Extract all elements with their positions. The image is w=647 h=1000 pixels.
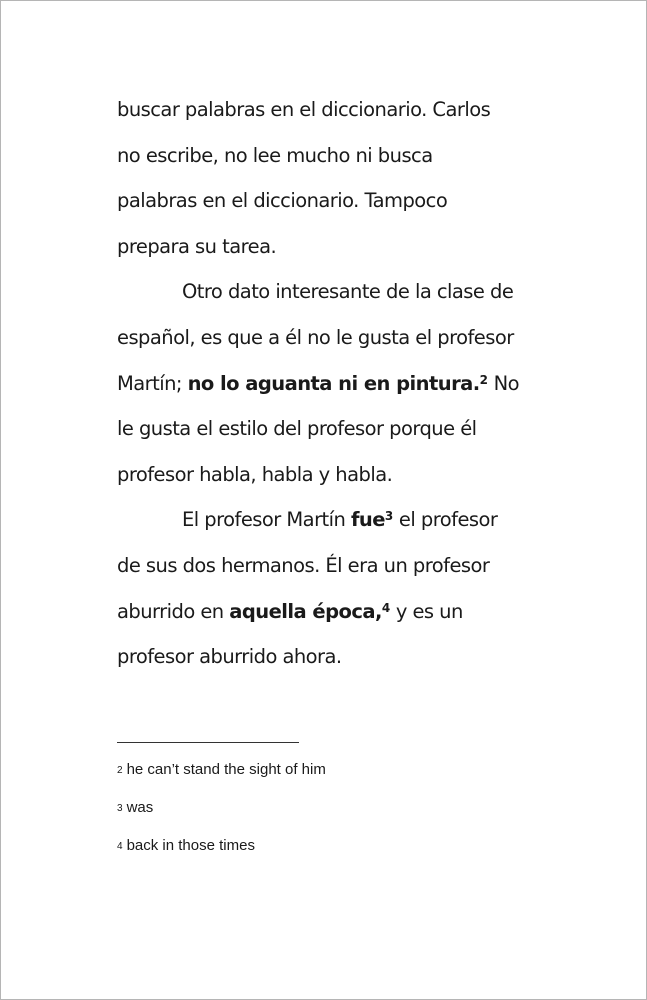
text-line (117, 589, 527, 635)
text-segment: No (487, 371, 520, 395)
footnote-text: was (126, 799, 154, 816)
footnote-marker: 2 (479, 372, 488, 387)
text-line (117, 497, 527, 543)
footnote-marker: 4 (381, 600, 391, 615)
text-line: palabras en el diccionario. Tampoco (117, 189, 448, 213)
text-line: no escribe, no lee mucho ni busca (117, 143, 433, 167)
footnote-number: 2 (117, 765, 123, 776)
footnote-text: back in those times (126, 837, 255, 854)
text-line: le gusta el estilo del profesor porque él (117, 417, 477, 441)
footnote-item (117, 834, 517, 858)
footnote-marker: 3 (384, 509, 394, 524)
footnote-divider (117, 742, 299, 743)
text-line: buscar palabras en el diccionario. Carlos (117, 98, 491, 121)
text-line: español, es que a él no le gusta el profesor (117, 325, 514, 349)
footnote-text: he can’t stand the sight of him (126, 761, 326, 778)
footnote-item (117, 796, 517, 820)
text-segment: el profesor (393, 508, 498, 532)
glossed-phrase: fue (350, 508, 385, 532)
text-segment: Martín; (117, 371, 188, 395)
text-line: profesor habla, habla y habla. (117, 462, 393, 486)
footnote-number: 3 (117, 803, 123, 814)
text-line: de sus dos hermanos. Él era un profesor (117, 553, 490, 577)
text-segment: y es un (390, 599, 463, 623)
footnotes (117, 758, 517, 872)
text-segment: El profesor Martín (182, 508, 351, 532)
footnote-number: 4 (117, 841, 123, 852)
footnote-item (117, 758, 517, 782)
text-line: profesor aburrido ahora. (117, 645, 342, 669)
body-text (117, 87, 527, 680)
text-line: prepara su tarea. (117, 234, 277, 258)
text-line: Otro dato interesante de la clase de (182, 280, 514, 304)
glossed-phrase: aquella época, (229, 599, 382, 623)
text-segment: aburrido en (117, 599, 230, 623)
glossed-phrase: no lo aguanta ni en pintura. (187, 371, 480, 395)
text-line (117, 361, 527, 407)
